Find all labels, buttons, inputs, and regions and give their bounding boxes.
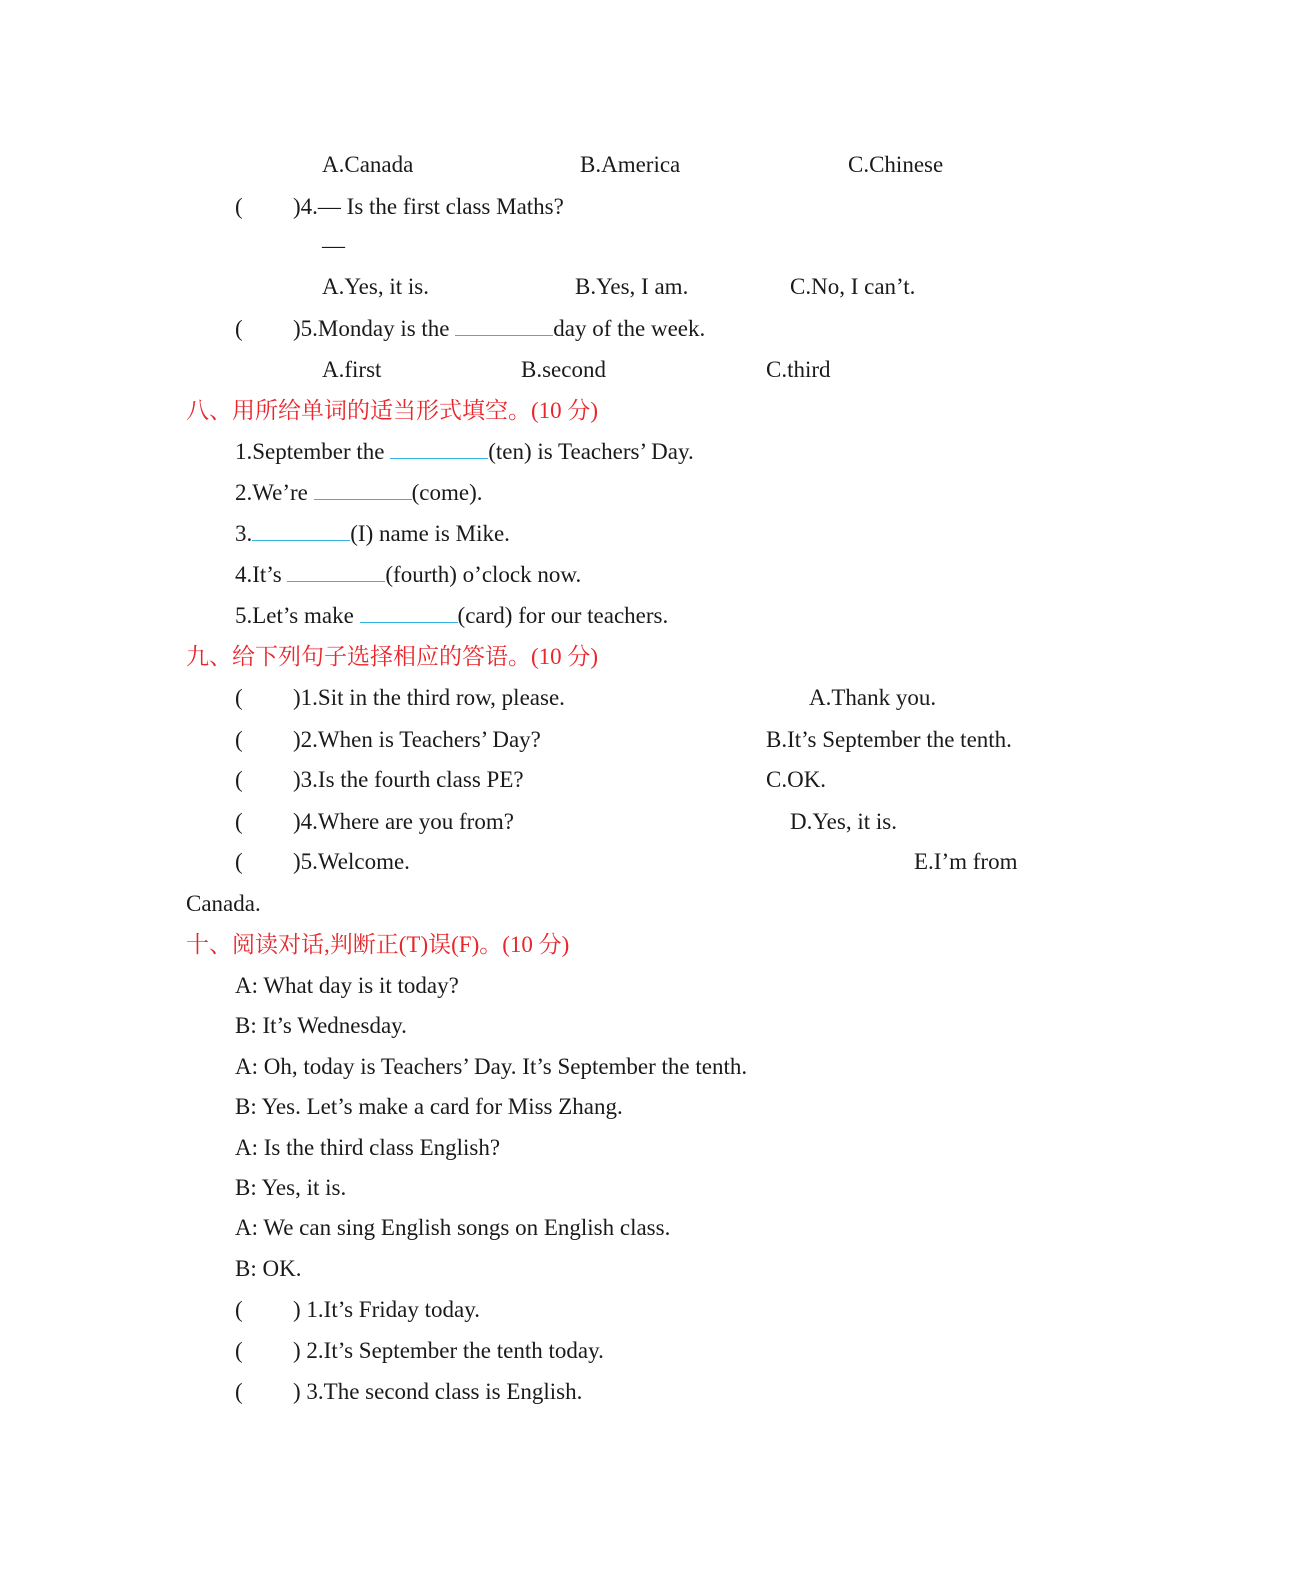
q4-text: )4.— Is the first class Maths? — [293, 194, 564, 219]
section-9-answer-d: D.Yes, it is. — [790, 809, 897, 834]
q4-option-a: A.Yes, it is. — [322, 274, 429, 299]
answer-paren: ( — [235, 1297, 243, 1322]
section-8-item-3: 3. (I) name is Mike. — [235, 521, 510, 546]
q5-question — [235, 315, 705, 343]
answer-paren: ( — [235, 849, 243, 874]
section-9-question-3: ( )3.Is the fourth class PE? — [235, 767, 524, 792]
dialogue-line: B: OK. — [235, 1256, 302, 1281]
dialogue-line: B: It’s Wednesday. — [235, 1013, 407, 1038]
dialogue-line: A: Is the third class English? — [235, 1135, 501, 1160]
q5-text-after: day of the week. — [553, 316, 706, 341]
section-8-item-2: 2.We’re (come). — [235, 480, 483, 505]
section-10-statement-3: ( ) 3.The second class is English. — [235, 1379, 583, 1404]
section-8-title: 八、用所给单词的适当形式填空。(10 分) — [186, 398, 599, 423]
section-9-answer-c: C.OK. — [766, 767, 827, 792]
q4-option-b: B.Yes, I am. — [575, 274, 689, 299]
dialogue-line: A: Oh, today is Teachers’ Day. It’s September the tenth. — [235, 1054, 748, 1079]
fill-blank[interactable] — [455, 315, 553, 336]
q5-option-b: B.second — [521, 357, 606, 382]
section-9-question-4: ( )4.Where are you from? — [235, 809, 514, 834]
q4-option-c: C.No, I can’t. — [790, 274, 916, 299]
dialogue-line: B: Yes. Let’s make a card for Miss Zhang. — [235, 1094, 623, 1119]
section-9-question-1: ( )1.Sit in the third row, please. — [235, 685, 565, 710]
answer-paren: ( — [235, 685, 243, 710]
section-8-item-5: 5.Let’s make (card) for our teachers. — [235, 603, 669, 628]
q5-text-before: )5.Monday is the — [293, 316, 456, 341]
section-9-question-2: ( )2.When is Teachers’ Day? — [235, 727, 541, 752]
q4-reply-dash: — — [322, 233, 345, 258]
dialogue-line: B: Yes, it is. — [235, 1175, 347, 1200]
answer-paren: ( — [235, 316, 243, 341]
q3-option-a: A.Canada — [322, 152, 414, 177]
fill-blank[interactable] — [287, 561, 385, 582]
q3-option-c: C.Chinese — [848, 152, 944, 177]
answer-paren: ( — [235, 727, 243, 752]
section-10-statement-1: ( ) 1.It’s Friday today. — [235, 1297, 480, 1322]
section-9-title: 九、给下列句子选择相应的答语。(10 分) — [186, 644, 599, 669]
fill-blank[interactable] — [314, 479, 412, 500]
section-9-answer-a: A.Thank you. — [809, 685, 937, 710]
q4-question — [235, 193, 564, 221]
section-10-title: 十、阅读对话,判断正(T)误(F)。(10 分) — [186, 932, 570, 957]
q5-option-a: A.first — [322, 357, 382, 382]
section-8-item-1: 1.September the (ten) is Teachers’ Day. — [235, 439, 694, 464]
dialogue-line: A: What day is it today? — [235, 973, 459, 998]
fill-blank[interactable] — [360, 602, 458, 623]
answer-paren: ( — [235, 809, 243, 834]
answer-paren: ( — [235, 767, 243, 792]
section-9-answer-b: B.It’s September the tenth. — [766, 727, 1012, 752]
fill-blank[interactable] — [390, 438, 488, 459]
answer-paren: ( — [235, 194, 243, 219]
section-9-answer-e-wrap: Canada. — [186, 891, 261, 916]
section-10-statement-2: ( ) 2.It’s September the tenth today. — [235, 1338, 604, 1363]
dialogue-line: A: We can sing English songs on English class. — [235, 1215, 671, 1240]
answer-paren: ( — [235, 1338, 243, 1363]
q5-option-c: C.third — [766, 357, 831, 382]
section-8-item-4: 4.It’s (fourth) o’clock now. — [235, 562, 582, 587]
fill-blank[interactable] — [252, 520, 350, 541]
q3-option-b: B.America — [580, 152, 681, 177]
section-9-answer-e: E.I’m from — [914, 849, 1018, 874]
section-9-question-5: ( )5.Welcome. — [235, 849, 410, 874]
answer-paren: ( — [235, 1379, 243, 1404]
